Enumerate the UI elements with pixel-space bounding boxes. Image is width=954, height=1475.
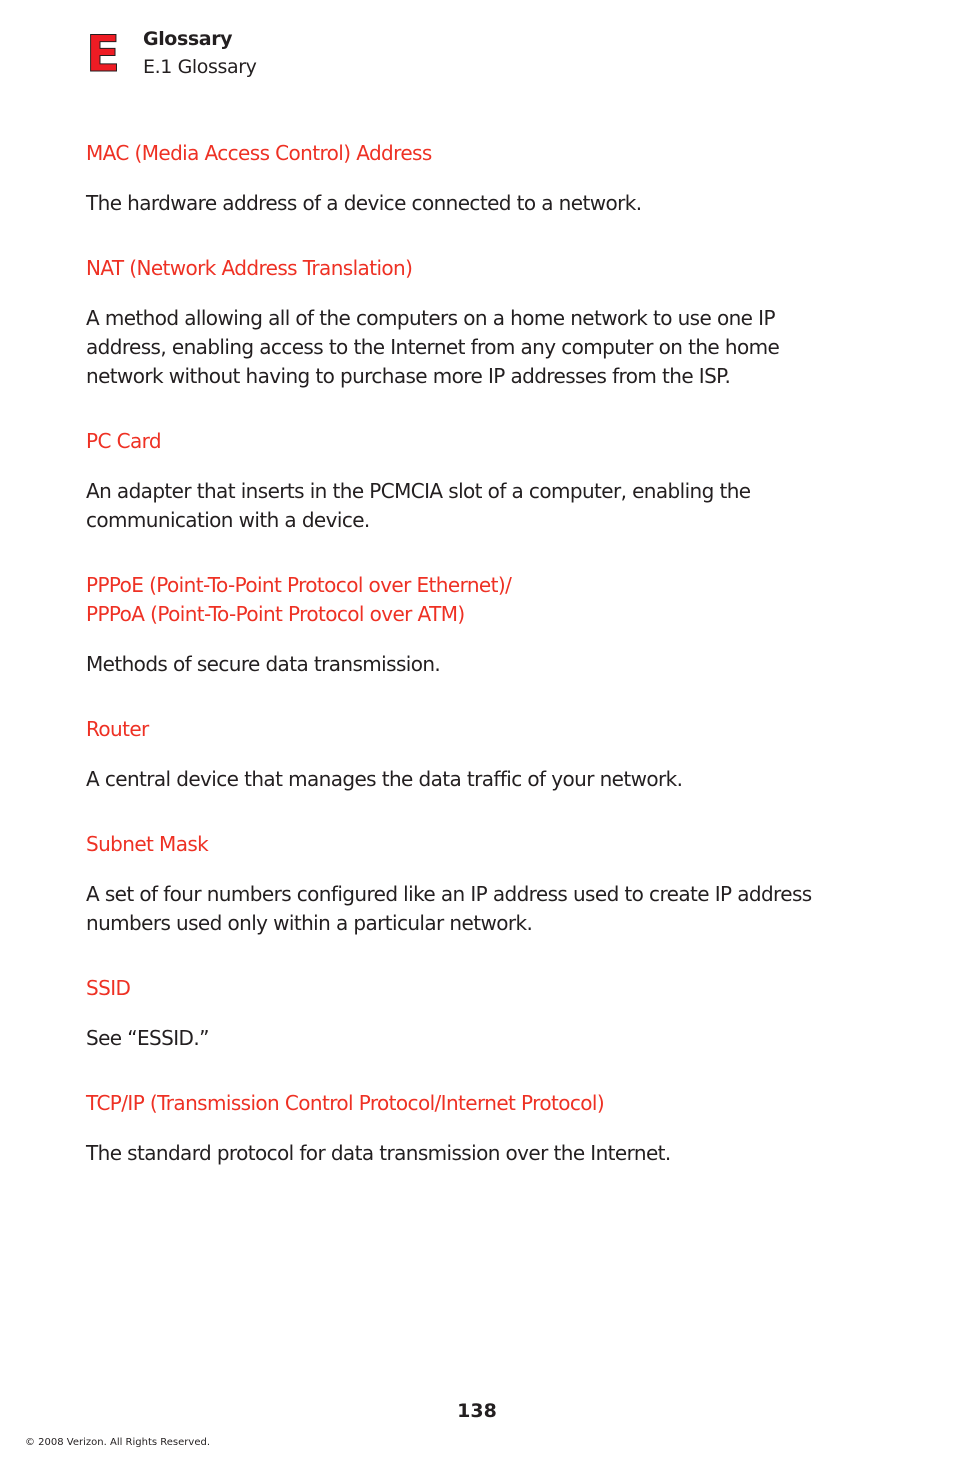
glossary-definition: The hardware address of a device connected to a network. [86, 191, 642, 215]
glossary-entry-pppoe [86, 571, 846, 679]
glossary-term: NAT (Network Address Translation) [86, 256, 413, 280]
glossary-definition: Methods of secure data transmission. [86, 652, 441, 676]
glossary-entry-tcp-ip [86, 1089, 846, 1168]
glossary-entry-mac [86, 139, 846, 218]
glossary-definition: See “ESSID.” [86, 1026, 209, 1050]
glossary-entry-pc-card [86, 427, 846, 535]
glossary-definition: A method allowing all of the computers on a home network to use one IP address, enabling access to the Internet from any computer on the home network without having to purchase more IP addresses from the ISP. [86, 306, 780, 388]
glossary-entry-ssid [86, 974, 846, 1053]
glossary-definition: A set of four numbers configured like an IP address used to create IP address numbers used only within a particular network. [86, 882, 812, 935]
glossary-definition: A central device that manages the data traffic of your network. [86, 767, 683, 791]
glossary-term: Subnet Mask [86, 832, 209, 856]
glossary-list [86, 139, 846, 1204]
page-number: 138 [457, 1400, 497, 1422]
section-title: E.1 Glossary [143, 56, 257, 78]
glossary-term: Router [86, 717, 149, 741]
chapter-letter: E [86, 25, 121, 83]
glossary-term: PPPoE (Point-To-Point Protocol over Ethernet)/ PPPoA (Point-To-Point Protocol over ATM) [86, 573, 512, 626]
glossary-entry-router [86, 715, 846, 794]
glossary-term: SSID [86, 976, 131, 1000]
chapter-title: Glossary [143, 28, 233, 50]
glossary-entry-subnet-mask [86, 830, 846, 938]
glossary-definition: An adapter that inserts in the PCMCIA slot of a computer, enabling the communication with a device. [86, 479, 751, 532]
glossary-term: TCP/IP (Transmission Control Protocol/Internet Protocol) [86, 1091, 605, 1115]
glossary-entry-nat [86, 254, 846, 391]
glossary-term: PC Card [86, 429, 161, 453]
copyright-notice: © 2008 Verizon. All Rights Reserved. [25, 1437, 210, 1448]
glossary-term: MAC (Media Access Control) Address [86, 141, 432, 165]
glossary-definition: The standard protocol for data transmission over the Internet. [86, 1141, 671, 1165]
